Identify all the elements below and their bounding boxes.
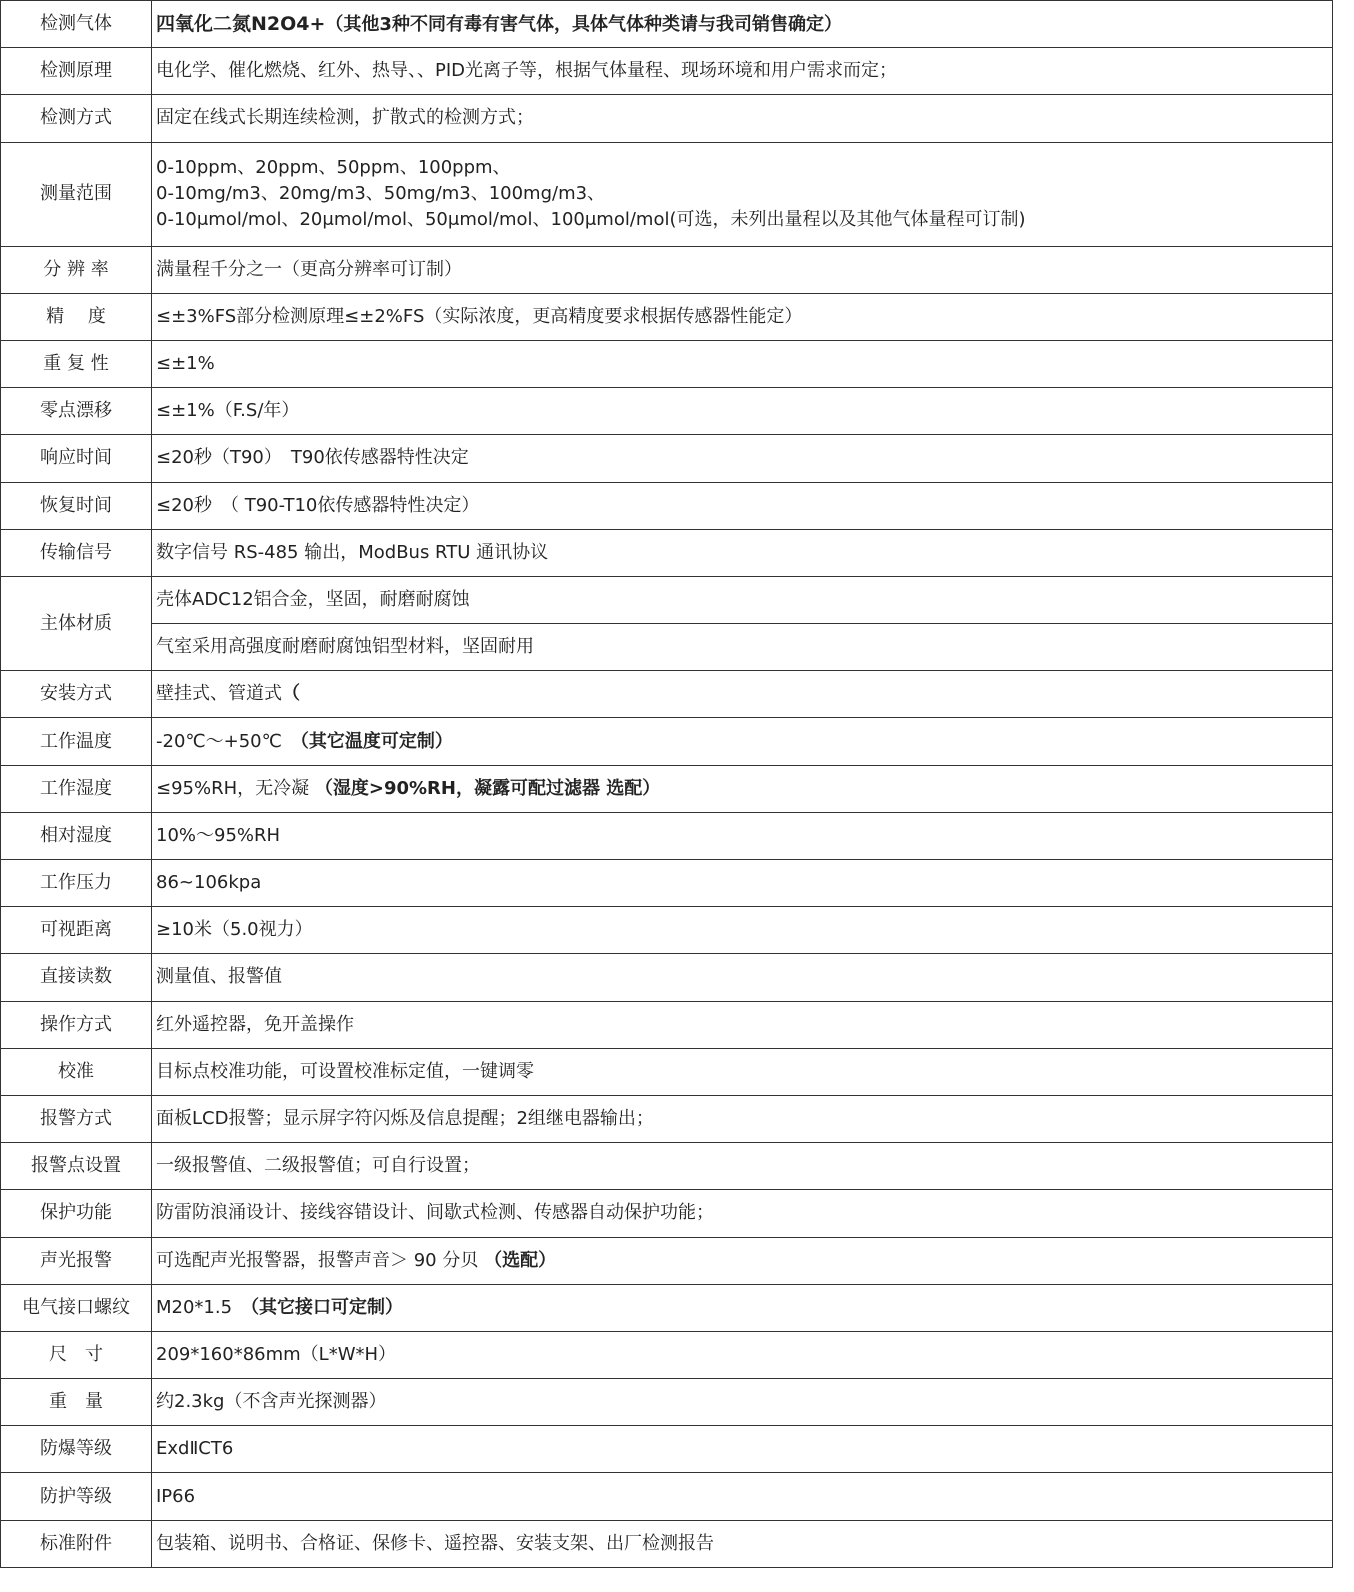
spec-value [152, 812, 1333, 859]
spec-value [152, 718, 1333, 765]
table-row [1, 860, 1333, 907]
table-row [1, 95, 1333, 142]
spec-value [152, 860, 1333, 907]
spec-label: 检测原理 [1, 48, 152, 95]
table-row [1, 246, 1333, 293]
spec-value-text: （其它接口可定制） [250, 1296, 404, 1318]
table-row [1, 765, 1333, 812]
spec-value-text: （湿度>90%RH，凝露可配过滤器 选配） [314, 777, 661, 799]
table-row [1, 576, 1333, 623]
spec-value [152, 1001, 1333, 1048]
spec-value [152, 482, 1333, 529]
spec-value [152, 1331, 1333, 1378]
spec-value-line: 0-10μmol/mol、20μmol/mol、50μmol/mol、100μmol/mol(可选，未列出量程以及其他气体量程可订制) [156, 209, 1026, 231]
spec-value-text: 可选配声光报警器，报警声音＞ 90 分贝 [156, 1249, 485, 1271]
spec-label: 检测方式 [1, 95, 152, 142]
spec-value [152, 907, 1333, 954]
table-row [1, 1001, 1333, 1048]
table-row [1, 340, 1333, 387]
spec-value-text: 壳体ADC12铝合金，坚固，耐磨耐腐蚀 [156, 588, 470, 610]
table-row [1, 907, 1333, 954]
table-row [1, 1379, 1333, 1426]
spec-value [152, 1473, 1333, 1520]
table-row [1, 718, 1333, 765]
spec-label: 报警方式 [1, 1095, 152, 1142]
spec-label: 零点漂移 [1, 388, 152, 435]
spec-value [152, 142, 1333, 246]
spec-label: 相对湿度 [1, 812, 152, 859]
spec-label: 检测气体 [1, 1, 152, 48]
spec-value-text: （其它温度可定制） [299, 730, 453, 752]
spec-value-text: 测量值、报警值 [156, 966, 282, 988]
spec-label: 电气接口螺纹 [1, 1284, 152, 1331]
spec-value [152, 1520, 1333, 1567]
spec-label: 操作方式 [1, 1001, 152, 1048]
spec-value-text: ≤±1%（F.S/年） [156, 400, 300, 422]
spec-value-text: ≤20秒（T90） T90依传感器特性决定 [156, 447, 469, 469]
spec-label: 可视距离 [1, 907, 152, 954]
spec-label: 保护功能 [1, 1190, 152, 1237]
table-row [1, 142, 1333, 246]
spec-value-text: ≤±3%FS部分检测原理≤±2%FS（实际浓度，更高精度要求根据传感器性能定） [156, 305, 803, 327]
spec-value-text: 包装箱、说明书、合格证、保修卡、遥控器、安装支架、出厂检测报告 [156, 1532, 714, 1554]
spec-value [152, 340, 1333, 387]
spec-value [152, 435, 1333, 482]
spec-label: 校准 [1, 1048, 152, 1095]
table-row [1, 1520, 1333, 1567]
spec-value-text: M20*1.5 [156, 1296, 251, 1318]
spec-value-text: 红外遥控器，免开盖操作 [156, 1013, 354, 1035]
spec-value-text: -20℃～+50℃ [156, 730, 300, 752]
spec-value-text: 固定在线式长期连续检测，扩散式的检测方式； [156, 107, 534, 129]
spec-value [152, 954, 1333, 1001]
spec-value [152, 1379, 1333, 1426]
spec-value-text: （ [282, 683, 300, 705]
spec-label: 声光报警 [1, 1237, 152, 1284]
spec-value-text: 壁挂式、管道式 [156, 683, 282, 705]
spec-label: 防护等级 [1, 1473, 152, 1520]
table-row [1, 293, 1333, 340]
table-row [1, 1284, 1333, 1331]
spec-value-text: 约2.3kg（不含声光探测器） [156, 1391, 387, 1413]
spec-label: 直接读数 [1, 954, 152, 1001]
table-row [1, 482, 1333, 529]
spec-value [152, 246, 1333, 293]
spec-label: 重 复 性 [1, 340, 152, 387]
table-row [1, 1143, 1333, 1190]
spec-value-text: ≤20秒 （ T90-T10依传感器特性决定） [156, 494, 480, 516]
spec-value-text: 防雷防浪涌设计、接线容错设计、间歇式检测、传感器自动保护功能； [156, 1202, 714, 1224]
spec-label: 响应时间 [1, 435, 152, 482]
spec-value [152, 1426, 1333, 1473]
table-row [1, 1095, 1333, 1142]
spec-value [152, 1143, 1333, 1190]
spec-value [152, 48, 1333, 95]
table-row [1, 1190, 1333, 1237]
spec-value-text: （选配） [484, 1249, 557, 1271]
spec-value [152, 95, 1333, 142]
spec-value [152, 1095, 1333, 1142]
spec-value-text: 86~106kpa [156, 872, 262, 894]
spec-label: 工作压力 [1, 860, 152, 907]
table-row [1, 1473, 1333, 1520]
spec-value [152, 388, 1333, 435]
table-row [1, 1237, 1333, 1284]
spec-value-text: 满量程千分之一（更高分辨率可订制） [156, 258, 462, 280]
table-row [1, 671, 1333, 718]
spec-label: 分 辨 率 [1, 246, 152, 293]
spec-value [152, 1048, 1333, 1095]
spec-value [152, 1237, 1333, 1284]
spec-value [152, 293, 1333, 340]
table-row [1, 435, 1333, 482]
spec-value-line: 0-10mg/m3、20mg/m3、50mg/m3、100mg/m3、 [156, 183, 606, 205]
spec-value [152, 671, 1333, 718]
spec-value-line: 0-10ppm、20ppm、50ppm、100ppm、 [156, 157, 511, 179]
spec-value [152, 576, 1333, 623]
spec-table-body [1, 1, 1333, 1568]
spec-value-text: 四氧化二氮N2O4+ [156, 12, 326, 35]
table-row [1, 812, 1333, 859]
spec-label: 尺 寸 [1, 1331, 152, 1378]
spec-label: 工作湿度 [1, 765, 152, 812]
spec-label: 重 量 [1, 1379, 152, 1426]
spec-label: 报警点设置 [1, 1143, 152, 1190]
table-row [1, 529, 1333, 576]
spec-value [152, 624, 1333, 671]
spec-value-text: IP66 [156, 1485, 196, 1507]
table-row [1, 388, 1333, 435]
table-row [1, 954, 1333, 1001]
spec-label: 传输信号 [1, 529, 152, 576]
spec-label: 主体材质 [1, 576, 152, 670]
spec-value-text: ≥10米（5.0视力） [156, 919, 313, 941]
spec-label: 安装方式 [1, 671, 152, 718]
spec-value-text: 气室采用高强度耐磨耐腐蚀铝型材料，坚固耐用 [156, 636, 534, 658]
spec-value [152, 765, 1333, 812]
spec-value-text: （其他3种不同有毒有害气体，具体气体种类请与我司销售确定） [325, 13, 842, 35]
table-row [1, 1331, 1333, 1378]
table-row [1, 48, 1333, 95]
spec-value-text: 面板LCD报警；显示屏字符闪烁及信息提醒；2组继电器输出； [156, 1108, 654, 1130]
spec-value-text: ExdⅡCT6 [156, 1438, 234, 1460]
spec-value [152, 1190, 1333, 1237]
spec-value-text: 一级报警值、二级报警值；可自行设置； [156, 1155, 480, 1177]
spec-label: 防爆等级 [1, 1426, 152, 1473]
spec-value [152, 1284, 1333, 1331]
spec-label: 标准附件 [1, 1520, 152, 1567]
spec-value [152, 529, 1333, 576]
spec-value-text: 电化学、催化燃烧、红外、热导、、PID光离子等，根据气体量程、现场环境和用户需求而定； [156, 60, 898, 82]
spec-value-text: 10%～95%RH [156, 824, 281, 846]
spec-value-text: 目标点校准功能，可设置校准标定值，一键调零 [156, 1060, 534, 1082]
spec-label: 精 度 [1, 293, 152, 340]
spec-label: 测量范围 [1, 142, 152, 246]
table-row [1, 1, 1333, 48]
spec-value-text: ≤±1% [156, 353, 215, 375]
spec-label: 恢复时间 [1, 482, 152, 529]
table-row [1, 1048, 1333, 1095]
spec-value-text: 209*160*86mm（L*W*H） [156, 1343, 397, 1365]
spec-value [152, 1, 1333, 48]
spec-label: 工作温度 [1, 718, 152, 765]
table-row [1, 624, 1333, 671]
spec-value-text: 数字信号 RS-485 输出，ModBus RTU 通讯协议 [156, 541, 549, 563]
spec-value-text: ≤95%RH，无冷凝 [156, 777, 315, 799]
table-row [1, 1426, 1333, 1473]
